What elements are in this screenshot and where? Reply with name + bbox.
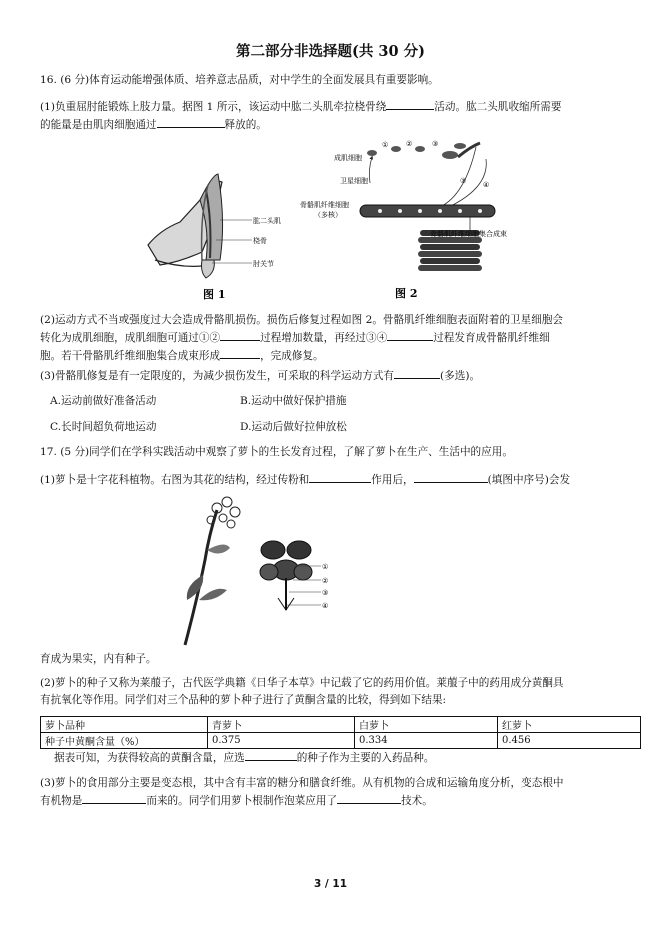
flower-figure	[175, 490, 355, 650]
option-d[interactable]: D.运动后做好拉伸放松	[240, 421, 347, 433]
q17-p2-text-c: 据表可知，为获得较高的黄酮含量，应选	[54, 752, 245, 764]
flower-label-3: ③	[322, 589, 329, 597]
fig2-caption: 图 2	[395, 287, 418, 300]
table-header-cell: 红萝卜	[498, 717, 641, 733]
answer-blank[interactable]	[414, 471, 488, 483]
flower-structure	[260, 541, 312, 610]
fig1-label-radius: 桡骨	[253, 237, 267, 245]
answer-blank[interactable]	[82, 792, 146, 804]
answer-blank[interactable]	[157, 116, 225, 128]
q17-p3-text-c: 而来的。同学们用萝卜根制作泡菜应用了	[146, 795, 338, 807]
page-number: 3 / 11	[313, 878, 348, 890]
answer-blank[interactable]	[387, 329, 433, 341]
radish-plant-drawing	[175, 490, 355, 650]
q16-stem: 16. (6 分)体育运动能增强体质、培养意志品质，对中学生的全面发展具有重要影响。	[40, 74, 439, 86]
q16-p1-text-d: 释放的。	[224, 119, 267, 131]
q16-part2	[40, 312, 625, 365]
table-cell: 0.334	[355, 733, 498, 749]
flower-label-1: ①	[322, 563, 329, 571]
q16-p2-text-b: 转化为成肌细胞，成肌细胞可通过①②	[40, 332, 221, 344]
arm-diagram	[140, 160, 290, 305]
q17-p2-text-b: 有抗氧化等作用。同学们对三个品种的萝卜种子进行了黄酮含量的比较，得到如下结果:	[40, 694, 447, 706]
cell-shape	[415, 146, 425, 152]
q17-p1-text-b: 作用后，	[371, 474, 414, 486]
answer-blank[interactable]	[394, 367, 440, 379]
fig2-step-1: ①	[382, 141, 389, 149]
answer-blank[interactable]	[220, 329, 260, 341]
answer-blank[interactable]	[245, 749, 297, 761]
table-cell: 种子中黄酮含量（%）	[41, 733, 208, 749]
figure-1	[140, 160, 290, 305]
section-title: 第二部分非选择题(共 30 分)	[236, 43, 425, 60]
q16-p2-text-f: ，完成修复。	[260, 350, 324, 362]
cell-shape	[367, 150, 377, 156]
q16-p2-text-d: 过程发育成骨骼肌纤维细	[433, 332, 550, 344]
table-header-cell: 白萝卜	[355, 717, 498, 733]
table-header-cell: 青萝卜	[208, 717, 355, 733]
fig2-label-satellite: 卫星细胞	[340, 177, 368, 185]
table-row	[41, 733, 641, 749]
figure-2	[300, 135, 530, 305]
q17-p2-text-a: (2)萝卜的种子又称为莱菔子，古代医学典籍《日华子本草》中记载了它的药用价值。莱菔子中的药用成分黄酮具	[40, 677, 564, 689]
table-cell: 0.375	[208, 733, 355, 749]
table-header-row	[41, 717, 641, 733]
q16-part3	[40, 367, 625, 385]
cell-shape	[454, 143, 466, 149]
q17-p3-text-a: (3)萝卜的食用部分主要是变态根，其中含有丰富的糖分和膳食纤维。从有机物的合成和运输角度分析，变态根中	[40, 777, 564, 789]
cell-shape	[442, 151, 458, 159]
fig2-step-4: ④	[483, 181, 490, 189]
fig2-step-3b: ③	[460, 177, 467, 185]
q16-p1-text-b: 活动。肱二头肌收缩所需要	[434, 101, 562, 113]
option-a[interactable]: A.运动前做好准备活动	[50, 395, 157, 407]
q16-p1-text-a: (1)负重屈肘能锻炼上肢力量。据图 1 所示，该运动中肱二头肌牵拉桡骨绕	[40, 101, 387, 113]
q16-p2-text-a: (2)运动方式不当或强度过大会造成骨骼肌损伤。损伤后修复过程如图 2。骨骼肌纤维细胞表面附着的卫星细胞会	[40, 314, 564, 326]
fig1-label-elbow: 肘关节	[253, 260, 274, 268]
flavonoid-table	[40, 716, 641, 749]
answer-blank[interactable]	[309, 471, 371, 483]
fig2-label-myoblast: 成肌细胞	[334, 154, 362, 162]
q16-p2-text-c: 过程增加数量，再经过③④	[260, 332, 388, 344]
table-cell: 0.456	[498, 733, 641, 749]
q17-part1	[40, 471, 625, 489]
answer-blank[interactable]	[337, 792, 401, 804]
answer-blank[interactable]	[220, 347, 260, 359]
answer-blank[interactable]	[386, 98, 434, 110]
q17-stem: 17. (5 分)同学们在学科实践活动中观察了萝卜的生长发育过程，了解了萝卜在生产、生活中的应用。	[40, 446, 513, 458]
option-b[interactable]: B.运动中做好保护措施	[240, 395, 347, 407]
table-header-cell: 萝卜品种	[41, 717, 208, 733]
fig1-caption: 图 1	[203, 288, 226, 301]
cell-shape	[391, 146, 401, 152]
q17-p1-text-a: (1)萝卜是十字花科植物。右图为其花的结构，经过传粉和	[40, 474, 310, 486]
q16-p3-text-b: (多选)。	[440, 370, 481, 382]
fig2-label-bundle: 骨骼肌纤维细胞集合成束	[430, 230, 507, 238]
option-c[interactable]: C.长时间超负荷地运动	[50, 421, 157, 433]
fig2-step-2: ②	[406, 140, 413, 148]
q17-p2-conclusion	[54, 749, 639, 767]
q17-p1-continued: 育成为果实，内有种子。	[40, 653, 157, 665]
fig2-label-fiber: 骨骼肌纤维细胞	[300, 201, 349, 209]
fig2-step-3: ③	[432, 140, 439, 148]
flower-label-4: ④	[322, 602, 329, 610]
q16-p1-text-c: 的能量是由肌肉细胞通过	[40, 119, 157, 131]
fig2-label-fiber-note: （多核）	[314, 211, 342, 219]
q17-p2-text-d: 的种子作为主要的入药品种。	[296, 752, 435, 764]
q17-part2	[40, 675, 625, 709]
q16-p2-text-e: 胞。若干骨骼肌纤维细胞集合成束形成	[40, 350, 221, 362]
q17-part3	[40, 775, 625, 810]
q16-p3-text-a: (3)骨骼肌修复是有一定限度的，为减少损伤发生，可采取的科学运动方式有	[40, 370, 395, 382]
q16-part1	[40, 98, 625, 134]
flower-label-2: ②	[322, 577, 329, 585]
q17-p3-text-b: 有机物是	[40, 795, 83, 807]
q17-p3-text-d: 技术。	[401, 795, 433, 807]
q17-p1-text-c: (填图中序号)会发	[487, 474, 571, 486]
fig1-label-biceps: 肱二头肌	[253, 217, 281, 225]
repair-diagram	[300, 135, 530, 305]
